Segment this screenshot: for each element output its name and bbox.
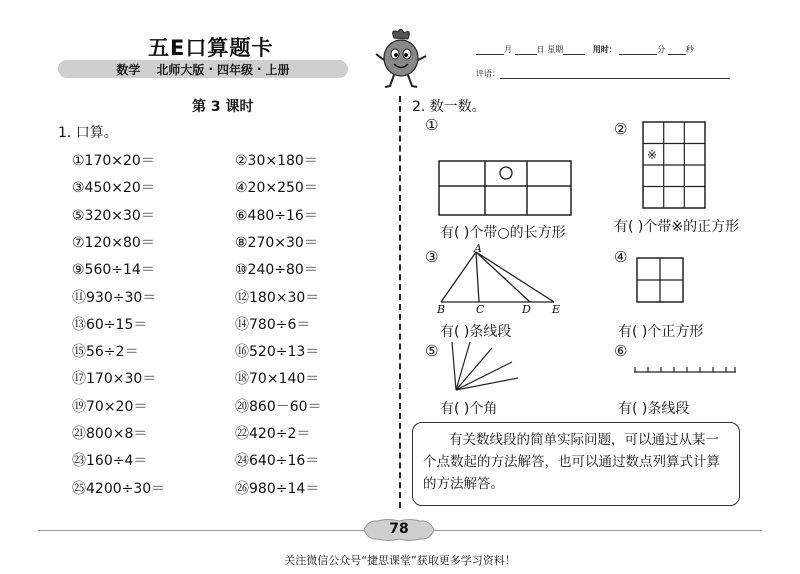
calc-problem-2: ②30×180＝ <box>235 153 318 169</box>
segment-points-figure <box>632 362 738 376</box>
mascot-illustration <box>372 28 430 90</box>
calc-problem-5: ⑤320×30＝ <box>72 207 155 224</box>
rectangle-grid-figure <box>438 160 572 216</box>
point-label-d: D <box>522 303 531 316</box>
section-2-title: 2. 数一数。 <box>412 99 486 115</box>
grade-label: 四年级 <box>217 62 254 77</box>
question-1-label: 有( )个带○的长方形 <box>440 225 566 241</box>
calc-problem-25: ㉕4200÷30＝ <box>72 480 166 497</box>
separator: · <box>208 62 213 76</box>
minute-label: 分 <box>657 45 666 54</box>
hint-note-box <box>412 422 740 506</box>
question-2-label: 有( )个带※的正方形 <box>614 219 740 235</box>
book-info-banner <box>58 60 348 78</box>
date-time-line <box>476 44 694 55</box>
calc-problem-24: ㉔640÷16＝ <box>235 453 320 470</box>
question-3-number: ③ <box>425 248 439 266</box>
separator: · <box>257 62 262 76</box>
question-5-number: ⑤ <box>425 342 439 360</box>
calc-problem-3: ③450×20＝ <box>72 180 155 197</box>
point-label-c: C <box>476 303 485 316</box>
book-brand-title: 五E口算题卡 <box>148 36 274 60</box>
question-4-label: 有( )个正方形 <box>618 324 704 340</box>
calc-problem-9: ⑨560÷14＝ <box>72 262 155 279</box>
section-1-title: 1. 口算。 <box>58 125 118 141</box>
calc-problem-1: ①170×20＝ <box>72 153 155 169</box>
calc-problem-4: ④20×250＝ <box>235 180 318 197</box>
subject-label: 数学 <box>116 62 141 77</box>
edition-label: 北师大版 <box>156 62 205 77</box>
asterisk-mark: ※ <box>647 148 658 162</box>
calc-problem-6: ⑥480÷16＝ <box>235 207 318 224</box>
question-2-number: ② <box>614 120 628 138</box>
time-label: 用时： <box>592 45 617 54</box>
calc-problem-8: ⑧270×30＝ <box>235 234 318 251</box>
calc-problem-10: ⑩240÷80＝ <box>235 262 318 279</box>
calc-problem-15: ⑮56÷2＝ <box>72 344 139 361</box>
calc-problem-22: ㉒420÷2＝ <box>235 426 311 442</box>
weekday-label: 星期 <box>547 45 564 54</box>
calc-problem-23: ㉓160÷4＝ <box>72 453 148 470</box>
question-6-label: 有( )条线段 <box>618 401 690 417</box>
point-label-a: A <box>474 242 482 255</box>
question-4-number: ④ <box>614 248 628 266</box>
calc-problem-20: ⑳860－60＝ <box>235 398 322 415</box>
two-by-two-square-figure <box>636 257 684 303</box>
question-5-label: 有( )个角 <box>440 401 498 417</box>
question-6-number: ⑥ <box>614 342 628 360</box>
point-label-e: E <box>552 303 561 316</box>
square-grid-figure <box>642 121 706 209</box>
question-3-label: 有( )条线段 <box>440 324 512 340</box>
hint-note-text: 有关数线段的简单实际问题，可以通过从某一个点数起的方法解答，也可以通过数点列算式计算的方法解答。 <box>423 432 720 492</box>
calc-problem-11: ⑪930÷30＝ <box>72 289 157 306</box>
calc-problem-14: ⑭780÷6＝ <box>235 316 311 333</box>
calc-problem-12: ⑫180×30＝ <box>235 289 320 306</box>
page-number: 78 <box>389 521 409 537</box>
calc-problem-13: ⑬60÷15＝ <box>72 316 148 333</box>
second-label: 秒 <box>685 45 694 54</box>
calc-problem-19: ⑲70×20＝ <box>72 398 148 415</box>
calc-problem-21: ㉑800×8＝ <box>72 426 148 442</box>
volume-label: 上册 <box>265 62 290 77</box>
calc-problem-7: ⑦120×80＝ <box>72 234 155 251</box>
question-1-number: ① <box>425 116 439 134</box>
calc-problem-16: ⑯520÷13＝ <box>235 344 320 361</box>
calc-problem-18: ⑱70×140＝ <box>235 371 320 388</box>
month-label: 月 <box>504 45 512 54</box>
calc-problem-17: ⑰170×30＝ <box>72 371 157 388</box>
comment-line <box>476 68 730 79</box>
triangle-segments-figure <box>436 244 566 314</box>
calc-problem-26: ㉖980÷14＝ <box>235 480 320 497</box>
rays-angle-figure <box>448 340 520 392</box>
footer-notice: 关注微信公众号“捷思课堂”获取更多学习资料！ <box>284 554 516 567</box>
lesson-title: 第 3 课时 <box>192 99 254 115</box>
point-label-b: B <box>437 303 446 316</box>
comment-label: 评语： <box>476 69 500 78</box>
day-label: 日 <box>536 45 545 54</box>
column-divider <box>399 96 401 508</box>
